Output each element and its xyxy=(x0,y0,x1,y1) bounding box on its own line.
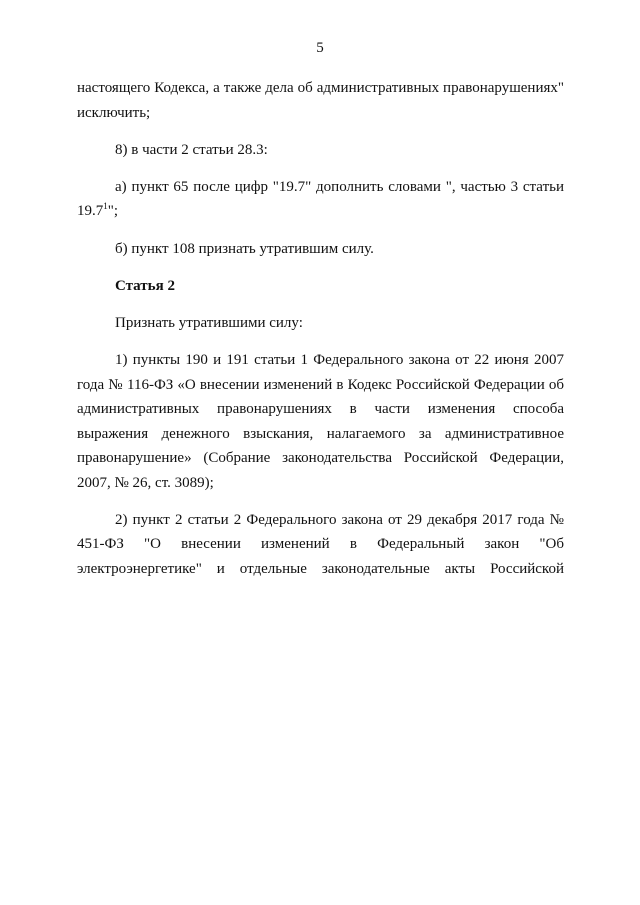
paragraph-subitem-a xyxy=(77,175,564,224)
superscript-one: 1 xyxy=(103,201,108,212)
paragraph-subitem-b: б) пункт 108 признать утратившим силу. xyxy=(115,240,374,257)
paragraph-repeal-item-1: 1) пункты 190 и 191 статьи 1 Федерального закона от 22 июня 2007 года № 116-ФЗ «О внесении изменений в Кодекс Российской Федерации об административных правонарушениях в части изменения способа выражения денежного взыскания, налагаемого за административное правонарушение» (Собрание законодательства Российской Федерации, 2007, № 26, ст. 3089); xyxy=(77,352,564,491)
paragraph-repeal-item-2: 2) пункт 2 статьи 2 Федерального закона от 29 декабря 2017 года № 451-ФЗ "О внесении изменений в Федеральный закон "Об электроэнергетике" и отдельные законодательные акты Российской xyxy=(77,511,564,577)
article-heading: Статья 2 xyxy=(115,277,175,294)
page-number: 5 xyxy=(316,40,324,56)
paragraph-repeal-intro: Признать утратившими силу: xyxy=(115,314,303,331)
paragraph-item-8: 8) в части 2 статьи 28.3: xyxy=(115,141,268,158)
subitem-a-text: а) пункт 65 после цифр "19.7" дополнить словами ", частью 3 статьи 19.7 xyxy=(77,178,564,220)
subitem-a-end: "; xyxy=(107,203,119,220)
paragraph-continuation: настоящего Кодекса, а также дела об административных правонарушениях" исключить; xyxy=(77,80,564,121)
document-body xyxy=(77,76,564,581)
